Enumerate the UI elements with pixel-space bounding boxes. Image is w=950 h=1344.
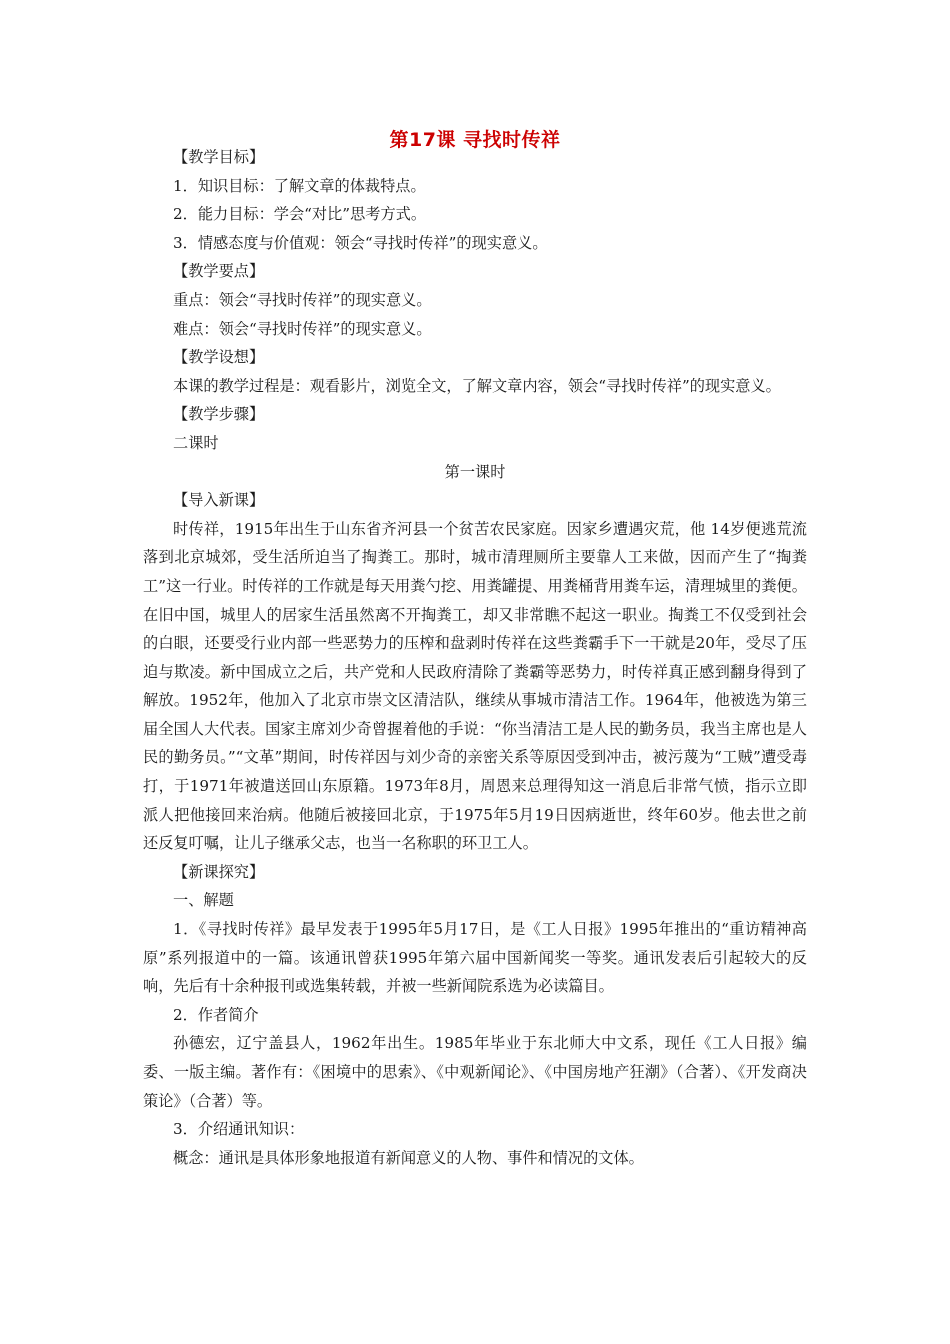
item3-heading: 3．介绍通讯知识： (173, 1120, 305, 1139)
keypoints-heading: 【教学要点】 (173, 262, 265, 281)
item2-text: 孙德宏，辽宁盖县人，1962年出生。1985年毕业于东北师大中文系，现任《工人日报》编委、一版主编。著作有：《困境中的思索》、《中观新闻论》、《中国房地产狂潮》（合著）、《开发商决策论》（合著）等。 (143, 1034, 807, 1110)
keypoint-difficulty: 难点：领会“寻找时传祥”的现实意义。 (173, 319, 432, 338)
design-text: 本课的教学过程是：观看影片，浏览全文，了解文章内容，领会“寻找时传祥”的现实意义。 (173, 376, 781, 395)
explore-heading: 【新课探究】 (173, 862, 265, 881)
item1-text: 1．《寻找时传祥》最早发表于1995年5月17日，是《工人日报》1995年推出的“重访精神高原”系列报道中的一篇。该通讯曾获1995年第六届中国新闻奖一等奖。通讯发表后引起较大的反响，先后有十余种报刊或选集转载，并被一些新闻院系选为必读篇目。 (143, 920, 807, 996)
objectives-heading: 【教学目标】 (173, 148, 265, 166)
design-heading: 【教学设想】 (173, 348, 265, 367)
part1-heading: 一、解题 (173, 891, 234, 910)
objective-1: 1．知识目标：了解文章的体裁特点。 (173, 176, 426, 195)
document-body (143, 143, 807, 1172)
intro-heading: 【导入新课】 (173, 491, 265, 510)
steps-heading: 【教学步骤】 (173, 405, 265, 424)
objective-3: 3．情感态度与价值观：领会“寻找时传祥”的现实意义。 (173, 233, 548, 252)
item3-text: 概念：通讯是具体形象地报道有新闻意义的人物、事件和情况的文体。 (173, 1148, 644, 1167)
objective-2: 2．能力目标：学会“对比”思考方式。 (173, 205, 427, 224)
periods-text: 二课时 (173, 433, 219, 452)
intro-text: 时传祥，1915年出生于山东省齐河县一个贫苦农民家庭。因家乡遭遇灾荒，他 14岁便逃荒流落到北京城郊，受生活所迫当了掏粪工。那时，城市清理厕所主要靠人工来做，因而产生了“掏粪工”这一行业。时传祥的工作就是每天用粪勺挖、用粪罐提、用粪桶背用粪车运，清理城里的粪便。在旧中国，城里人的居家生活虽然离不开掏粪工，却又非常瞧不起这一职业。掏粪工不仅受到社会的白眼，还要受行业内部一些恶势力的压榨和盘剥时传祥在这些粪霸手下一干就是20年，受尽了压迫与欺凌。新中国成立之后，共产党和人民政府清除了粪霸等恶势力，时传祥真正感到翻身得到了解放。1952年，他加入了北京市崇文区清洁队，继续从事城市清洁工作。1964年，他被选为第三届全国人大代表。国家主席刘少奇曾握着他的手说：“你当清洁工是人民的勤务员，我当主席也是人民的勤务员。”“文革”期间，时传祥因与刘少奇的亲密关系等原因受到冲击，被污蔑为“工贼”遭受毒打，于1971年被遣送回山东原籍。1973年8月，周恩来总理得知这一消息后非常气愤，指示立即派人把他接回来治病。他随后被接回北京，于1975年5月19日因病逝世，终年60岁。他去世之前还反复叮嘱，让儿子继承父志，也当一名称职的环卫工人。 (143, 519, 807, 853)
item2-heading: 2．作者简介 (173, 1005, 259, 1024)
first-period-heading: 第一课时 (444, 462, 506, 481)
keypoint-focus: 重点：领会“寻找时传祥”的现实意义。 (173, 290, 432, 309)
lesson-title: 第17课 寻找时传祥 (389, 129, 561, 151)
